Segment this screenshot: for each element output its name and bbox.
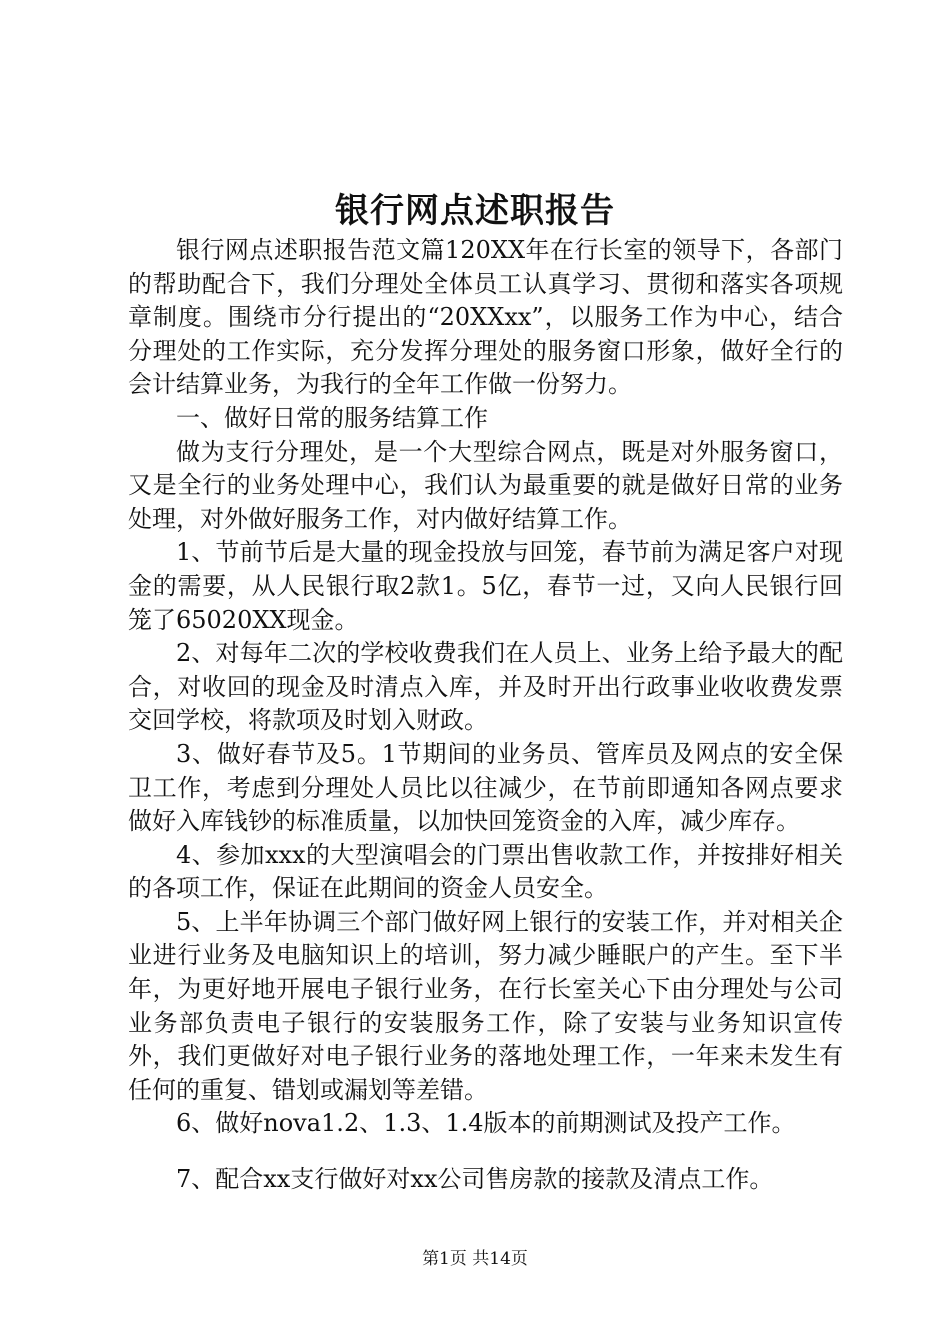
document-body — [128, 234, 843, 1197]
list-item-3: 3、做好春节及5。1节期间的业务员、管库员及网点的安全保卫工作，考虑到分理处人员比以往减少，在节前即通知各网点要求做好入库钱钞的标准质量，以加快回笼资金的入库，减少库存。 — [128, 739, 843, 836]
paragraph-intro: 银行网点述职报告范文篇120XX年在行长室的领导下，各部门的帮助配合下，我们分理处全体员工认真学习、贯彻和落实各项规章制度。围绕市分行提出的“20XXxx”，以服务工作为中心，结合分理处的工作实际，充分发挥分理处的服务窗口形象，做好全行的会计结算业务，为我行的全年工作做一份努力。 — [128, 236, 843, 399]
paragraph-overview: 做为支行分理处，是一个大型综合网点，既是对外服务窗口，又是全行的业务处理中心，我们认为最重要的就是做好日常的业务处理，对外做好服务工作，对内做好结算工作。 — [128, 437, 843, 533]
document-title: 银行网点述职报告 — [335, 191, 615, 231]
list-item-4: 4、参加xxx的大型演唱会的门票出售收款工作，并按排好相关的各项工作，保证在此期间的资金人员安全。 — [128, 840, 843, 903]
list-item-1: 1、节前节后是大量的现金投放与回笼，春节前为满足客户对现金的需要，从人民银行取2款1。5亿，春节一过，又向人民银行回笼了65020XX现金。 — [128, 538, 843, 634]
list-item-6: 6、做好nova1.2、1.3、1.4版本的前期测试及投产工作。 — [176, 1109, 796, 1138]
list-item-2: 2、对每年二次的学校收费我们在人员上、业务上给予最大的配合，对收回的现金及时清点入库，并及时开出行政事业收收费发票交回学校，将款项及时划入财政。 — [128, 639, 843, 735]
page-number-footer: 第1页 共14页 — [422, 1249, 528, 1269]
list-item-5: 5、上半年协调三个部门做好网上银行的安装工作，并对相关企业进行业务及电脑知识上的培训，努力减少睡眠户的产生。至下半年，为更好地开展电子银行业务，在行长室关心下由分理处与公司业务部负责电子银行的安装服务工作，除了安装与业务知识宣传外，我们更做好对电子银行业务的落地处理工作，一年来未发生有任何的重复、错划或漏划等差错。 — [128, 907, 843, 1104]
section-heading: 一、做好日常的服务结算工作 — [176, 403, 488, 432]
list-item-7: 7、配合xx支行做好对xx公司售房款的接款及清点工作。 — [176, 1165, 774, 1194]
